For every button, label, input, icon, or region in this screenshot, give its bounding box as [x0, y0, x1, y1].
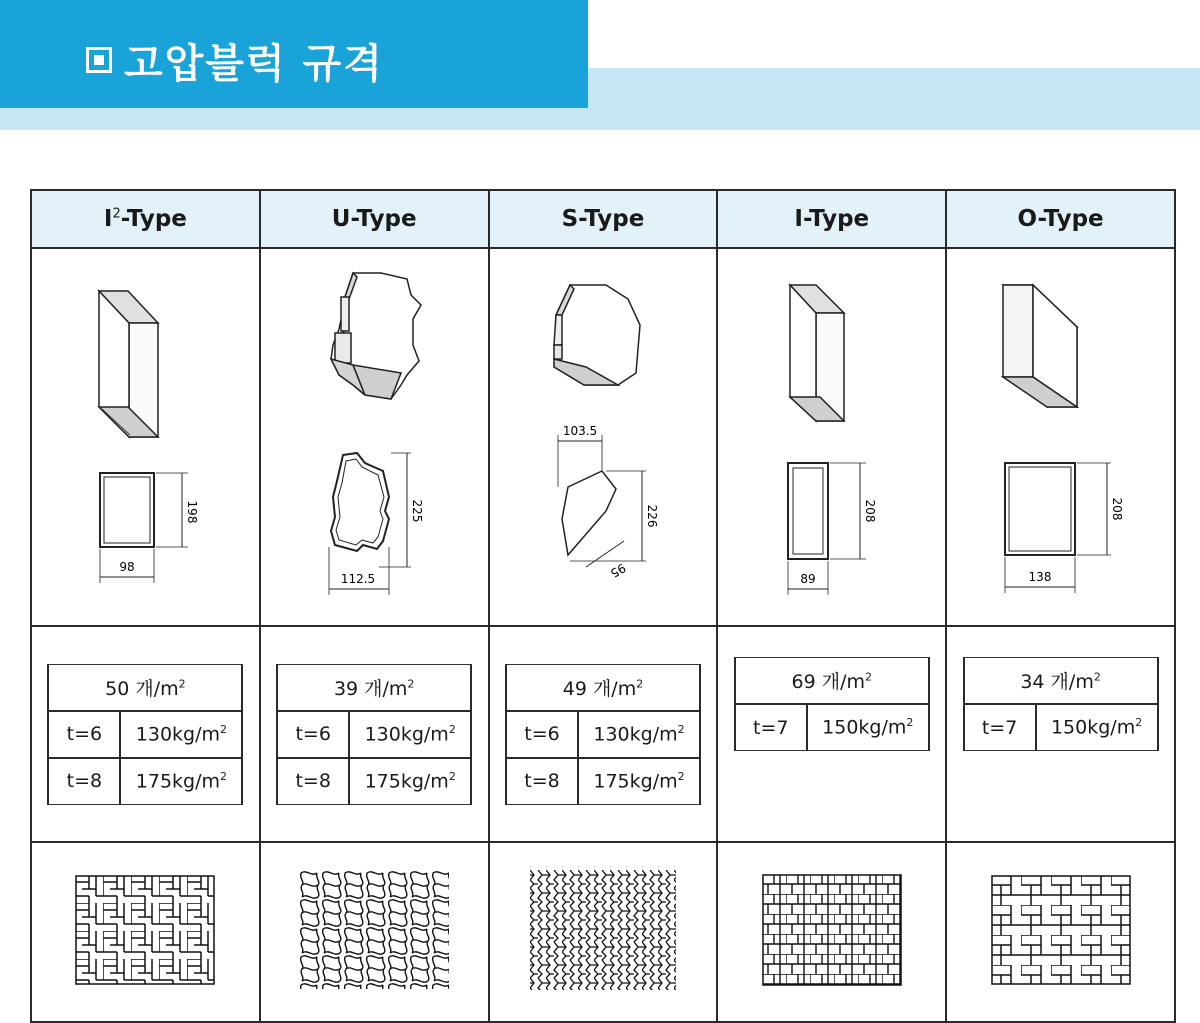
shape-row [31, 248, 1175, 626]
weight: $175kg/m^2$ [578, 758, 700, 805]
pattern-cell-o [946, 842, 1175, 1022]
spec-cell-i [717, 626, 946, 842]
shape-cell-s [489, 248, 718, 626]
shape-cell-o [946, 248, 1175, 626]
i-block-3d [790, 285, 844, 421]
shape-cell-i2 [31, 248, 260, 626]
s-plan [558, 435, 646, 567]
weight: $150kg/m^2$ [807, 704, 929, 751]
spec-mini-table [734, 657, 930, 751]
i2-dim-width: 98 [119, 560, 135, 574]
type-header-s: S-Type [489, 190, 718, 248]
o-dim-height: 208 [1110, 497, 1125, 521]
thickness: t=8 [48, 758, 120, 805]
shape-cell-u [260, 248, 489, 626]
i-dim-width: 89 [800, 572, 817, 586]
count-per-m2: 39 개$/m^2$ [277, 664, 471, 711]
pattern-cell-s [489, 842, 718, 1022]
type-header-i: I-Type [717, 190, 946, 248]
spec-table [30, 189, 1176, 1023]
s-laying-pattern [530, 870, 676, 990]
i-block-drawing [718, 249, 946, 625]
thickness: t=7 [964, 704, 1036, 751]
pattern-cell-u [260, 842, 489, 1022]
thickness: t=6 [277, 711, 349, 758]
o-dim-width: 138 [1028, 570, 1052, 584]
count-per-m2: 34 개$/m^2$ [964, 658, 1158, 705]
i2-block-drawing [32, 249, 260, 625]
u-dim-width: 112.5 [340, 572, 375, 586]
s-dim-diag: 95 [607, 560, 628, 581]
count-per-m2: 69 개$/m^2$ [735, 658, 929, 705]
u-block-3d [331, 273, 421, 399]
thickness: t=7 [735, 704, 807, 751]
thickness: t=6 [48, 711, 120, 758]
weight: $130kg/m^2$ [120, 711, 242, 758]
spec-row [31, 626, 1175, 842]
pattern-cell-i [717, 842, 946, 1022]
pattern-row [31, 842, 1175, 1022]
u-laying-pattern [299, 871, 449, 989]
type-name-suffix: -Type [120, 206, 187, 232]
u-dim-height: 225 [409, 499, 424, 523]
weight: $175kg/m^2$ [349, 758, 471, 805]
s-block-drawing [490, 249, 718, 625]
weight: $130kg/m^2$ [578, 711, 700, 758]
i2-plan [100, 473, 188, 583]
thickness: t=6 [506, 711, 578, 758]
spec-cell-i2 [31, 626, 260, 842]
type-header-u: U-Type [260, 190, 489, 248]
s-dim-top: 103.5 [562, 424, 597, 438]
spec-cell-s [489, 626, 718, 842]
spec-mini-table [963, 657, 1159, 751]
o-laying-pattern [991, 875, 1131, 985]
square-bullet-icon [86, 47, 112, 73]
type-name-sup: 2 [112, 206, 121, 222]
i2-laying-pattern [75, 875, 215, 985]
spec-mini-table [505, 664, 701, 805]
i2-block-3d [99, 291, 158, 437]
s-dim-height: 226 [644, 504, 659, 528]
count-per-m2: 49 개$/m^2$ [506, 664, 700, 711]
shape-cell-i [717, 248, 946, 626]
weight: $175kg/m^2$ [120, 758, 242, 805]
thickness: t=8 [506, 758, 578, 805]
u-block-drawing [261, 249, 489, 625]
i2-dim-height: 198 [185, 500, 199, 524]
count-per-m2: 50 개$/m^2$ [48, 664, 242, 711]
page-title [86, 30, 384, 90]
spec-mini-table [276, 664, 472, 805]
o-block-3d [1003, 285, 1077, 407]
spec-cell-o [946, 626, 1175, 842]
s-block-3d [554, 285, 640, 385]
i-dim-height: 208 [863, 499, 878, 523]
page-title-text: 고압블럭 규격 [124, 40, 384, 87]
type-header-row [31, 190, 1175, 248]
spec-cell-u [260, 626, 489, 842]
i-laying-pattern [762, 874, 902, 986]
type-header-i2 [31, 190, 260, 248]
spec-mini-table [47, 664, 243, 805]
type-name: I [103, 206, 113, 232]
o-plan [1005, 463, 1111, 593]
weight: $150kg/m^2$ [1036, 704, 1158, 751]
weight: $130kg/m^2$ [349, 711, 471, 758]
pattern-cell-i2 [31, 842, 260, 1022]
type-header-o: O-Type [946, 190, 1175, 248]
thickness: t=8 [277, 758, 349, 805]
o-block-drawing [947, 249, 1175, 625]
